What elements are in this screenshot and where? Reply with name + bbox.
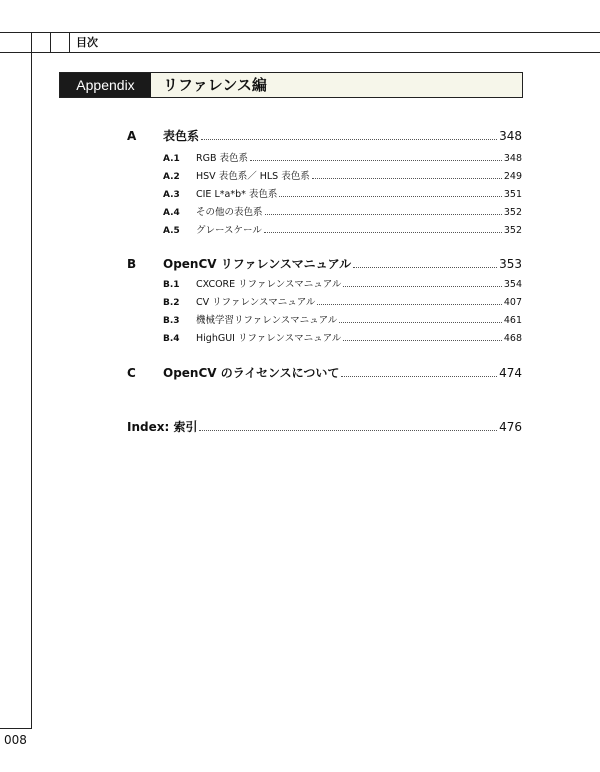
footer-rule xyxy=(0,728,32,729)
section-page: 468 xyxy=(503,333,522,344)
section-title: CIE L*a*b* 表色系 xyxy=(196,189,278,200)
chapter-title: 表色系 xyxy=(163,129,200,143)
section-title: RGB 表色系 xyxy=(196,153,248,164)
header-title: 目次 xyxy=(76,36,98,49)
toc-chapter-b[interactable] xyxy=(127,255,522,272)
chapter-page: 474 xyxy=(499,366,522,380)
toc-section-b3[interactable] xyxy=(127,312,522,326)
toc-section-a4[interactable] xyxy=(127,204,522,218)
dot-leader xyxy=(353,267,497,268)
toc-index[interactable] xyxy=(127,418,522,435)
toc-section-b2[interactable] xyxy=(127,294,522,308)
toc-section-a3[interactable] xyxy=(127,186,522,200)
chapter-title: OpenCV リファレンスマニュアル xyxy=(163,257,352,271)
index-page: 476 xyxy=(499,420,522,434)
section-title: グレースケール xyxy=(196,225,262,236)
dot-leader xyxy=(250,160,502,161)
chapter-letter: B xyxy=(127,257,137,271)
dot-leader xyxy=(264,232,502,233)
section-number: B.2 xyxy=(163,298,180,308)
section-page: 352 xyxy=(503,225,522,236)
banner-title: リファレンス編 xyxy=(163,76,267,94)
margin-rule xyxy=(31,52,32,728)
section-number: B.4 xyxy=(163,334,180,344)
section-page: 351 xyxy=(503,189,522,200)
section-page: 249 xyxy=(503,171,522,182)
section-title: HighGUI リファレンスマニュアル xyxy=(196,333,342,344)
chapter-page: 353 xyxy=(499,257,522,271)
chapter-letter: A xyxy=(127,129,137,143)
section-title: その他の表色系 xyxy=(196,207,263,218)
page-number: 008 xyxy=(4,733,27,747)
section-title: CXCORE リファレンスマニュアル xyxy=(196,279,342,290)
index-title: Index: 索引 xyxy=(127,420,198,434)
section-number: A.4 xyxy=(163,208,180,218)
section-number: B.1 xyxy=(163,280,180,290)
dot-leader xyxy=(341,376,497,377)
chapter-title: OpenCV のライセンスについて xyxy=(163,366,340,380)
section-number: A.5 xyxy=(163,226,180,236)
section-number: B.3 xyxy=(163,316,180,326)
toc-section-b4[interactable] xyxy=(127,330,522,344)
section-title: 機械学習リファレンスマニュアル xyxy=(196,315,338,326)
dot-leader xyxy=(343,286,501,287)
toc-section-a2[interactable] xyxy=(127,168,522,182)
section-page: 348 xyxy=(503,153,522,164)
dot-leader xyxy=(265,214,502,215)
toc-section-a1[interactable] xyxy=(127,150,522,164)
chapter-page: 348 xyxy=(499,129,522,143)
dot-leader xyxy=(201,139,497,140)
dot-leader xyxy=(317,304,501,305)
dot-leader xyxy=(279,196,501,197)
section-number: A.1 xyxy=(163,154,180,164)
dot-leader xyxy=(312,178,502,179)
section-number: A.3 xyxy=(163,190,180,200)
header-divider-1 xyxy=(31,32,32,52)
appendix-banner xyxy=(59,72,523,98)
dot-leader xyxy=(199,430,497,431)
section-title: CV リファレンスマニュアル xyxy=(196,297,316,308)
dot-leader xyxy=(343,340,502,341)
section-title: HSV 表色系／ HLS 表色系 xyxy=(196,171,310,182)
toc-chapter-a[interactable] xyxy=(127,127,522,144)
section-page: 407 xyxy=(503,297,522,308)
header-divider-3 xyxy=(69,32,70,52)
toc-chapter-c[interactable] xyxy=(127,364,522,381)
appendix-tag: Appendix xyxy=(60,73,151,97)
section-page: 354 xyxy=(503,279,522,290)
header-top-rule xyxy=(0,32,600,33)
chapter-letter: C xyxy=(127,366,136,380)
section-number: A.2 xyxy=(163,172,180,182)
section-page: 352 xyxy=(503,207,522,218)
toc-section-a5[interactable] xyxy=(127,222,522,236)
dot-leader xyxy=(339,322,502,323)
header-bottom-rule xyxy=(0,52,600,53)
section-page: 461 xyxy=(503,315,522,326)
header-divider-2 xyxy=(50,32,51,52)
toc-section-b1[interactable] xyxy=(127,276,522,290)
